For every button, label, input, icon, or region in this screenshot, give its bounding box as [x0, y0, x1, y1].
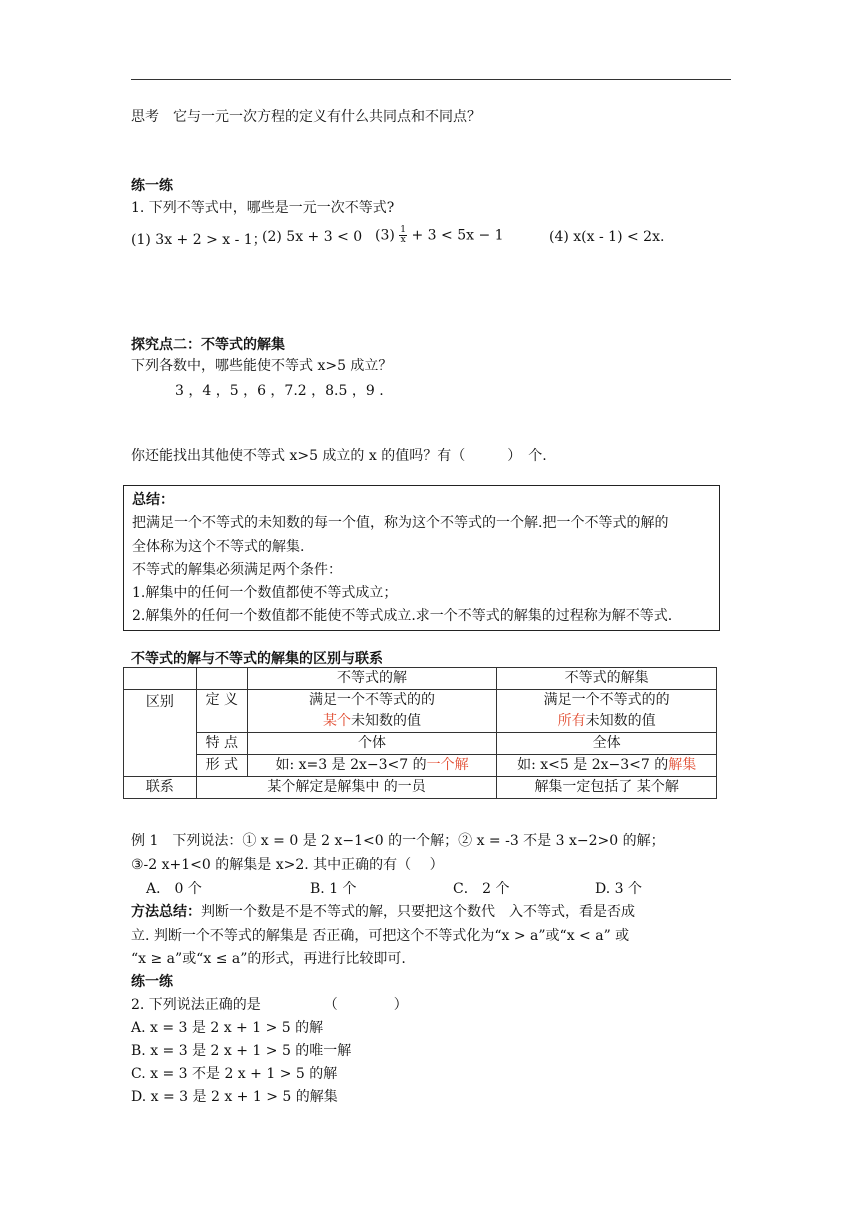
practice2-option-c: C. x = 3 不是 2 x + 1 > 5 的解 — [131, 1066, 338, 1082]
example1-line-2: ③-2 x+1<0 的解集是 x>2. 其中正确的有（ ） — [131, 857, 444, 873]
table-caption: 不等式的解与不等式的解集的区别与联系 — [131, 651, 383, 667]
example1-option-a: A． 0 个 — [146, 881, 202, 897]
example1-option-c: C． 2 个 — [453, 881, 510, 897]
sub-label-feature: 特 点 — [196, 733, 247, 755]
table-header-row — [124, 668, 717, 690]
summary-line-1: 把满足一个不等式的未知数的每一个值，称为这个不等式的一个解.把一个不等式的解的 — [132, 515, 669, 531]
table-row-link — [124, 777, 717, 799]
example1-option-b: B. 1 个 — [310, 881, 357, 897]
table-row-definition — [124, 690, 717, 733]
practice1-option-1: (1) 3x + 2 > x - 1； — [131, 232, 267, 248]
option-3-rest: + 3 < 5x − 1 — [411, 227, 504, 244]
summary-line-4: 1.解集中的任何一个数值都使不等式成立； — [132, 585, 398, 601]
form-solution-set: 如: x<5 是 2x−3<7 的解集 — [497, 755, 717, 777]
method-label: 方法总结： — [131, 904, 201, 920]
practice1-question: 1. 下列不等式中，哪些是一元一次不等式? — [131, 200, 395, 216]
summary-line-5: 2.解集外的任何一个数值都不能使不等式成立.求一个不等式的解集的过程称为解不等式. — [132, 608, 673, 624]
table-corner-cell-2 — [196, 668, 247, 690]
highlight-one-solution: 一个解 — [426, 757, 469, 773]
practice2-heading: 练一练 — [131, 974, 173, 990]
practice2-option-b: B. x = 3 是 2 x + 1 > 5 的唯一解 — [131, 1043, 352, 1059]
comparison-table — [123, 667, 717, 799]
explore2-heading: 探究点二：不等式的解集 — [131, 337, 285, 353]
explore2-numbers: 3 ，4 ，5 ，6 ，7.2 ，8.5 ，9 . — [175, 383, 384, 399]
practice1-option-4: (4) x(x - 1) < 2x. — [549, 229, 665, 245]
top-rule — [131, 79, 731, 80]
sub-label-definition: 定 义 — [196, 690, 247, 733]
summary-line-2: 全体称为这个不等式的解集. — [132, 539, 305, 555]
example1-option-d: D. 3 个 — [595, 881, 642, 897]
practice2-question: 2. 下列说法正确的是 （ ） — [131, 997, 408, 1013]
practice1-option-2: (2) 5x + 3 < 0 — [262, 229, 363, 245]
summary-line-3: 不等式的解集必须满足两个条件： — [132, 562, 342, 578]
method-line-2: 立. 判断一个不等式的解集是 否正确，可把这个不等式化为“x > a”或“x < a” 或 — [131, 928, 630, 944]
option-3-prefix: (3) — [375, 227, 395, 244]
think-question: 思考 它与一元一次方程的定义有什么共同点和不同点？ — [131, 109, 481, 125]
method-line-1: 方法总结：判断一个数是不是不等式的解，只要把这个数代 入不等式，看是否成 — [131, 904, 635, 920]
summary-box — [123, 485, 720, 631]
highlight-all: 所有 — [557, 713, 586, 729]
highlight-some: 某个 — [323, 713, 352, 729]
table-row-form — [124, 755, 717, 777]
row-label-difference: 区别 — [124, 690, 197, 777]
definition-solution-set: 满足一个不等式的的 所有未知数的值 — [497, 690, 717, 733]
sub-label-form: 形 式 — [196, 755, 247, 777]
summary-title: 总结： — [132, 492, 174, 508]
table-row-feature — [124, 733, 717, 755]
highlight-solution-set: 解集 — [668, 757, 697, 773]
explore2-question: 下列各数中，哪些能使不等式 x>5 成立？ — [131, 358, 393, 374]
practice2-option-a: A. x = 3 是 2 x + 1 > 5 的解 — [131, 1020, 324, 1036]
row-label-link: 联系 — [124, 777, 197, 799]
explore2-followup: 你还能找出其他使不等式 x>5 成立的 x 的值吗？有（ ） 个. — [131, 448, 547, 464]
header-solution: 不等式的解 — [247, 668, 497, 690]
example1-line-1: 例 1 下列说法：① x = 0 是 2 x−1<0 的一个解；② x = -3 不是 3 x−2>0 的解； — [131, 833, 665, 849]
practice1-heading: 练一练 — [131, 178, 173, 194]
definition-solution: 满足一个不等式的的 某个未知数的值 — [247, 690, 497, 733]
fraction-one-over-x: $\frac{1}{x}$ — [400, 225, 407, 245]
method-line-3: “x ≥ a”或“x ≤ a”的形式，再进行比较即可. — [131, 951, 406, 967]
practice2-option-d: D. x = 3 是 2 x + 1 > 5 的解集 — [131, 1089, 338, 1105]
feature-solution: 个体 — [247, 733, 497, 755]
practice1-option-3 — [375, 226, 504, 245]
link-solution: 某个解定是解集中 的一员 — [196, 777, 496, 799]
table-corner-cell — [124, 668, 197, 690]
link-solution-set: 解集一定包括了 某个解 — [497, 777, 717, 799]
feature-solution-set: 全体 — [497, 733, 717, 755]
header-solution-set: 不等式的解集 — [497, 668, 717, 690]
form-solution: 如: x=3 是 2x−3<7 的一个解 — [247, 755, 497, 777]
